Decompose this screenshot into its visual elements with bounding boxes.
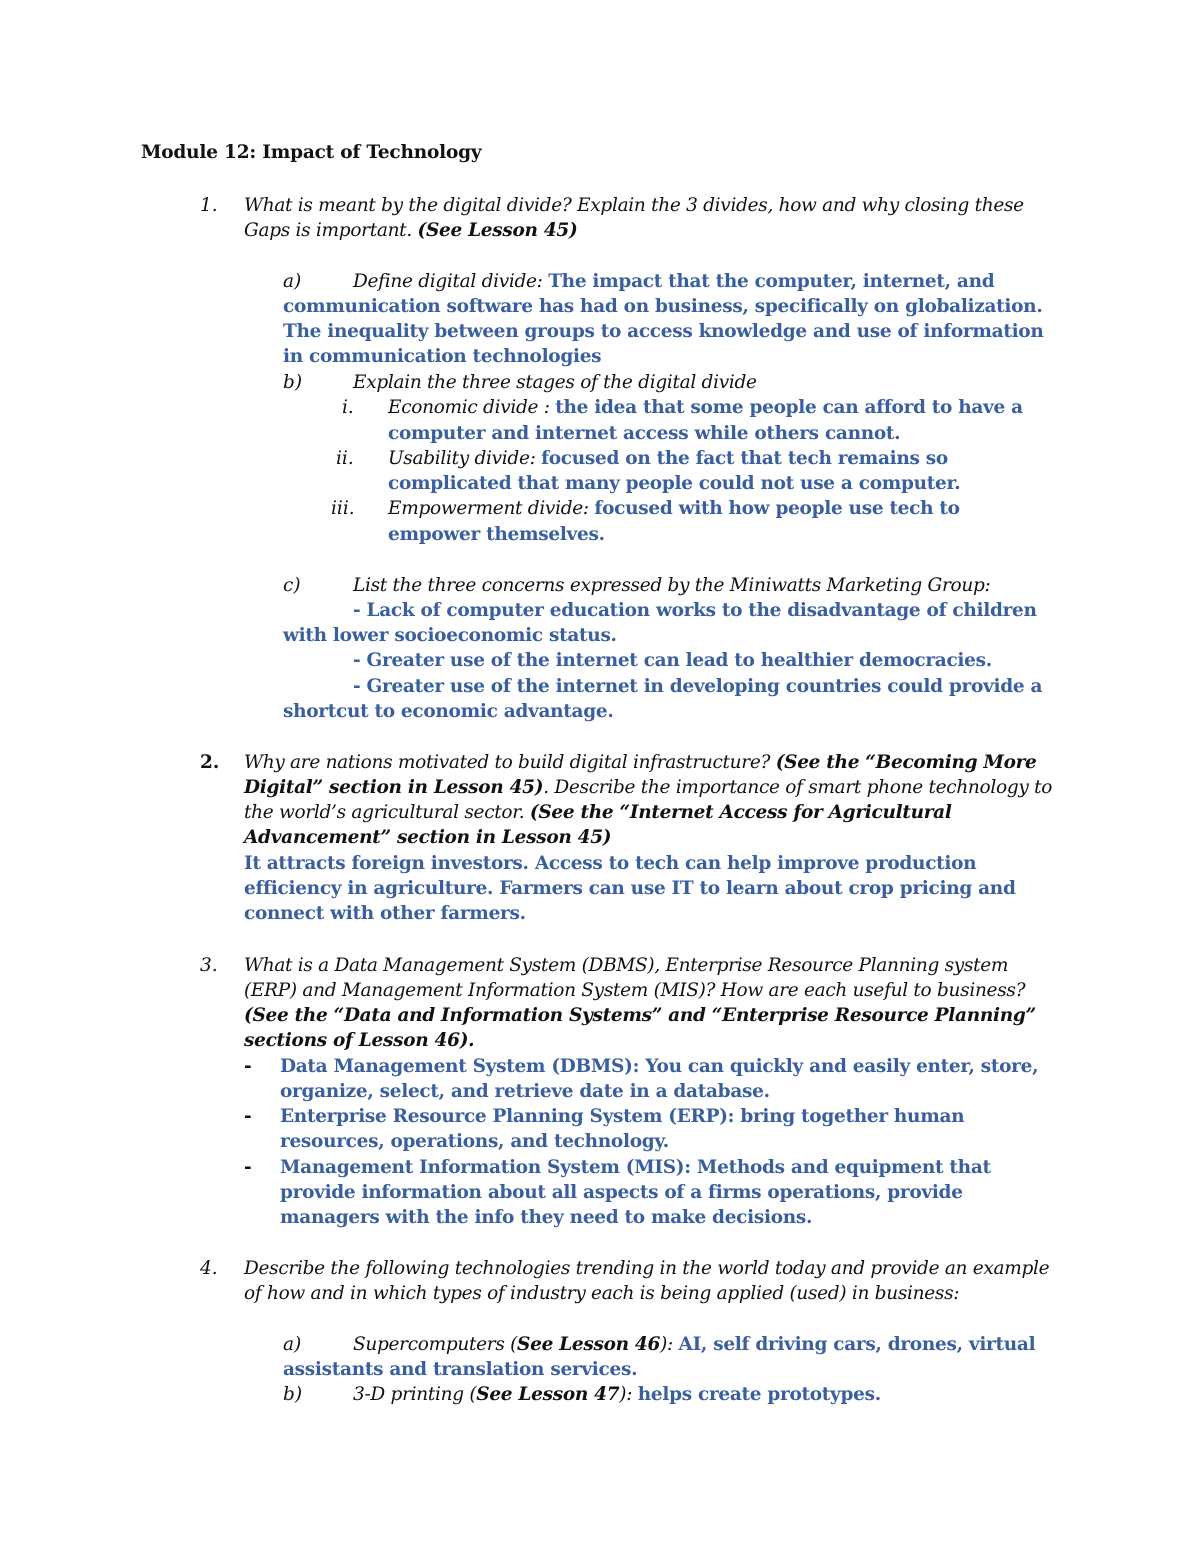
item-prompt: List the three concerns expressed by the Miniwatts Marketing Group: [353, 575, 991, 596]
answer-line: with lower socioeconomic status. [283, 625, 617, 646]
question-text: Gaps is important. (See Lesson 45) [244, 220, 578, 241]
question-text: Why are nations motivated to build digital infrastructure? (See the “Becoming More [244, 752, 1037, 773]
item-prompt: Explain the three stages of the digital divide [353, 372, 757, 393]
answer-line: - Greater use of the internet can lead to healthier democracies. [353, 650, 992, 671]
answer-line: computer and internet access while others cannot. [388, 423, 901, 444]
item-label: a) [283, 1334, 302, 1355]
question-text: sections of Lesson 46). [244, 1030, 475, 1051]
answer-line: in communication technologies [283, 346, 602, 367]
answer-line: resources, operations, and technology. [280, 1131, 669, 1152]
answer-line: shortcut to economic advantage. [283, 701, 614, 722]
answer-line: The inequality between groups to access knowledge and use of information [283, 321, 1044, 342]
question-number: 4. [200, 1258, 218, 1279]
bullet: - [244, 1056, 252, 1077]
subitem-label: iii. [331, 498, 355, 519]
answer-line: Define digital divide: The impact that the computer, internet, and [353, 271, 995, 292]
answer-line: communication software has had on business, specifically on globalization. [283, 296, 1043, 317]
answer-line: connect with other farmers. [244, 903, 526, 924]
answer-line: Usability divide: focused on the fact that tech remains so [388, 448, 948, 469]
answer-line: efficiency in agriculture. Farmers can use IT to learn about crop pricing and [244, 878, 1016, 899]
subitem-label: ii. [336, 448, 354, 469]
question-number: 1. [200, 195, 218, 216]
question-text: What is a Data Management System (DBMS), Enterprise Resource Planning system [244, 955, 1009, 976]
answer-line: It attracts foreign investors. Access to tech can help improve production [244, 853, 977, 874]
item-label: a) [283, 271, 302, 292]
item-label: c) [283, 575, 301, 596]
answer-line: Data Management System (DBMS): You can quickly and easily enter, store, [280, 1056, 1039, 1077]
answer-line: Economic divide : the idea that some people can afford to have a [388, 397, 1023, 418]
answer-line: provide information about all aspects of a firms operations, provide [280, 1182, 963, 1203]
answer-line: Management Information System (MIS): Methods and equipment that [280, 1157, 991, 1178]
question-text: Describe the following technologies trending in the world today and provide an example [244, 1258, 1050, 1279]
answer-line: Enterprise Resource Planning System (ERP): bring together human [280, 1106, 965, 1127]
answer-line: organize, select, and retrieve date in a database. [280, 1081, 770, 1102]
answer-line: assistants and translation services. [283, 1359, 638, 1380]
question-text: (See the “Data and Information Systems” and “Enterprise Resource Planning” [244, 1005, 1036, 1026]
question-text: What is meant by the digital divide? Explain the 3 divides, how and why closing these [244, 195, 1024, 216]
answer-line: Empowerment divide: focused with how people use tech to [388, 498, 960, 519]
answer-line: complicated that many people could not use a computer. [388, 473, 961, 494]
answer-line: empower themselves. [388, 524, 605, 545]
question-text: (ERP) and Management Information System (MIS)? How are each useful to business? [244, 980, 1026, 1001]
bullet: - [244, 1106, 252, 1127]
question-text: Advancement” section in Lesson 45) [244, 827, 612, 848]
bullet: - [244, 1157, 252, 1178]
answer-line: - Greater use of the internet in developing countries could provide a [353, 676, 1043, 697]
answer-line: - Lack of computer education works to the disadvantage of children [353, 600, 1037, 621]
item-label: b) [283, 372, 303, 393]
question-number: 3. [200, 955, 218, 976]
answer-line: Supercomputers (See Lesson 46): AI, self driving cars, drones, virtual [353, 1334, 1036, 1355]
answer-line: 3-D printing (See Lesson 47): helps create prototypes. [353, 1384, 881, 1405]
item-label: b) [283, 1384, 303, 1405]
question-number: 2. [200, 752, 220, 773]
subitem-label: i. [342, 397, 354, 418]
question-text: of how and in which types of industry each is being applied (used) in business: [244, 1283, 960, 1304]
question-text: the world’s agricultural sector. (See the “Internet Access for Agricultural [244, 802, 952, 823]
document-title: Module 12: Impact of Technology [141, 142, 482, 163]
question-text: Digital” section in Lesson 45). Describe the importance of smart phone technology to [244, 777, 1053, 798]
answer-line: managers with the info they need to make decisions. [280, 1207, 813, 1228]
